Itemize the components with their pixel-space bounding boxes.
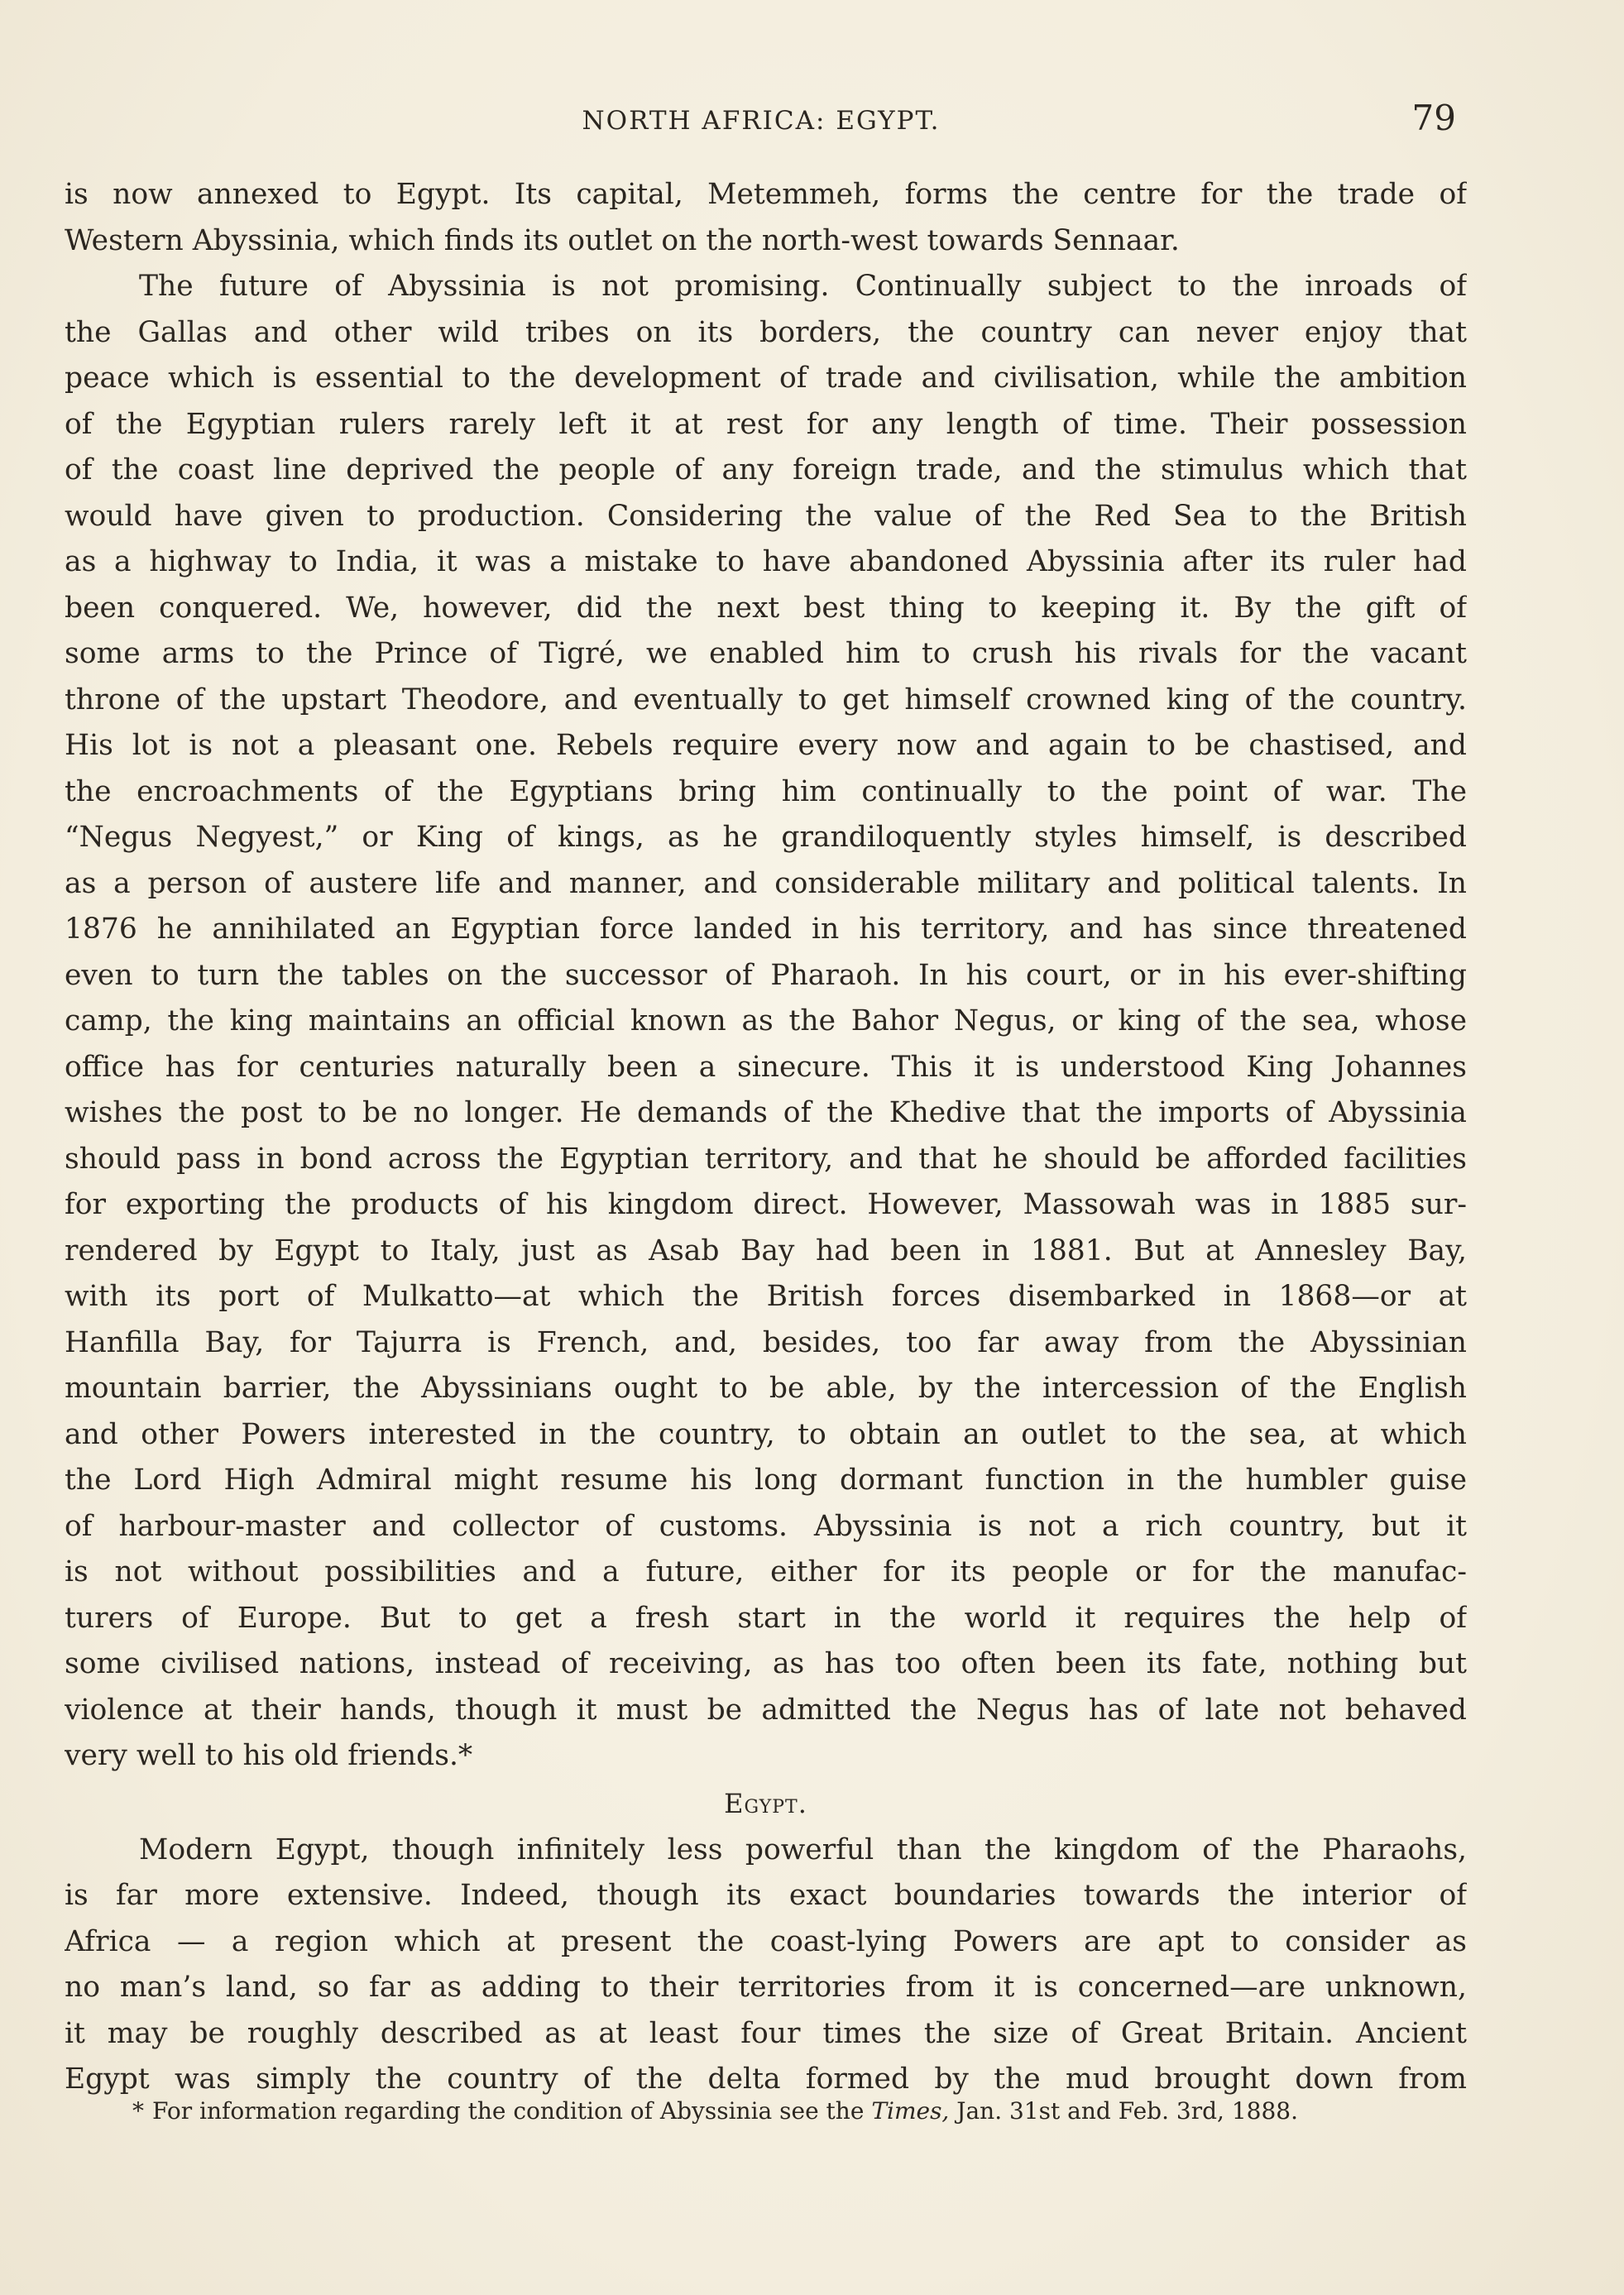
text-line: of the coast line deprived the people of any foreign trade, and the stimulus which that [65, 453, 1467, 486]
text-line: with its port of Mulkatto—at which the British forces disembarked in 1868—or at [65, 1280, 1467, 1313]
text-line: and other Powers interested in the country, to obtain an outlet to the sea, at which [65, 1417, 1467, 1451]
page-header [66, 98, 1456, 147]
paragraph-1 [65, 172, 1467, 264]
text-line: as a person of austere life and manner, and considerable military and political talents. In [65, 866, 1467, 900]
text-line: is not without possibilities and a future, either for its people or for the manufac- [65, 1555, 1467, 1588]
text-line: Egypt was simply the country of the delta formed by the mud brought down from [65, 2063, 1467, 2096]
text-line: of the Egyptian rulers rarely left it at rest for any length of time. Their possession [65, 407, 1467, 441]
text-line: wishes the post to be no longer. He demands of the Khedive that the imports of Abyssinia [65, 1096, 1467, 1129]
paragraph-3 [65, 1828, 1467, 2103]
footnote-dates: Jan. 31st and Feb. 3rd, 1888. [949, 2097, 1298, 2125]
text-line: the encroachments of the Egyptians bring him continually to the point of war. The [65, 774, 1467, 808]
page-number: 79 [1411, 98, 1456, 138]
footnote-text: For information regarding the condition of Abyssinia see the [152, 2097, 872, 2125]
text-line: been conquered. We, however, did the next best thing to keeping it. By the gift of [65, 591, 1467, 625]
text-line: is now annexed to Egypt. Its capital, Metemmeh, forms the centre for the trade of [65, 178, 1467, 211]
text-line: is far more extensive. Indeed, though its exact boundaries towards the interior of [65, 1879, 1467, 1912]
text-line: some civilised nations, instead of receiving, as has too often been its fate, nothing but [65, 1647, 1467, 1680]
footnote-mark: * [132, 2097, 144, 2125]
section-heading: Egypt. [724, 1787, 807, 1819]
text-line: of harbour-master and collector of customs. Abyssinia is not a rich country, but it [65, 1509, 1467, 1543]
text-line: throne of the upstart Theodore, and eventually to get himself crowned king of the country. [65, 683, 1467, 716]
text-line: office has for centuries naturally been a sinecure. This it is understood King Johannes [65, 1050, 1467, 1084]
footnote-publication: Times, [871, 2097, 950, 2125]
footnote [132, 2095, 1390, 2128]
text-line: Africa — a region which at present the coast-lying Powers are apt to consider as [65, 1924, 1467, 1958]
text-line: camp, the king maintains an official known as the Bahor Negus, or king of the sea, whose [65, 1004, 1467, 1037]
text-line: would have given to production. Considering the value of the Red Sea to the British [65, 499, 1467, 533]
text-line: 1876 he annihilated an Egyptian force landed in his territory, and has since threatened [65, 913, 1467, 946]
text-line: the Lord High Admiral might resume his long dormant function in the humbler guise [65, 1464, 1467, 1497]
text-line: peace which is essential to the development of trade and civilisation, while the ambition [65, 362, 1467, 395]
text-line: Western Abyssinia, which finds its outlet on the north-west towards Sennaar. [65, 223, 1180, 257]
text-line: The future of Abyssinia is not promising. Continually subject to the inroads of [139, 270, 1467, 303]
text-line: “Negus Negyest,” or King of kings, as he grandiloquently styles himself, is described [65, 821, 1467, 854]
text-line: turers of Europe. But to get a fresh start in the world it requires the help of [65, 1601, 1467, 1635]
text-line: very well to his old friends.* [65, 1739, 473, 1772]
text-line: for exporting the products of his kingdom direct. However, Massowah was in 1885 sur- [65, 1188, 1467, 1221]
text-line: Modern Egypt, though infinitely less powerful than the kingdom of the Pharaohs, [139, 1833, 1467, 1866]
text-line: as a highway to India, it was a mistake to have abandoned Abyssinia after its ruler had [65, 545, 1467, 578]
paragraph-2 [65, 264, 1467, 1780]
body-text [65, 172, 1467, 2103]
running-head: NORTH AFRICA: EGYPT. [582, 106, 941, 136]
text-line: violence at their hands, though it must be admitted the Negus has of late not behaved [65, 1693, 1467, 1727]
text-line: the Gallas and other wild tribes on its borders, the country can never enjoy that [65, 315, 1467, 349]
text-line: rendered by Egypt to Italy, just as Asab Bay had been in 1881. But at Annesley Bay, [65, 1234, 1467, 1267]
text-line: mountain barrier, the Abyssinians ought to be able, by the intercession of the English [65, 1372, 1467, 1405]
text-line: some arms to the Prince of Tigré, we enabled him to crush his rivals for the vacant [65, 637, 1467, 670]
text-line: Hanfilla Bay, for Tajurra is French, and, besides, too far away from the Abyssinian [65, 1325, 1467, 1359]
text-line: even to turn the tables on the successor of Pharaoh. In his court, or in his ever-shifting [65, 958, 1467, 992]
text-line: His lot is not a pleasant one. Rebels require every now and again to be chastised, and [65, 729, 1467, 762]
text-line: it may be roughly described as at least four times the size of Great Britain. Ancient [65, 2016, 1467, 2050]
text-line: no man’s land, so far as adding to their territories from it is concerned—are unknown, [65, 1971, 1467, 2004]
text-line: should pass in bond across the Egyptian territory, and that he should be afforded facilities [65, 1142, 1467, 1176]
